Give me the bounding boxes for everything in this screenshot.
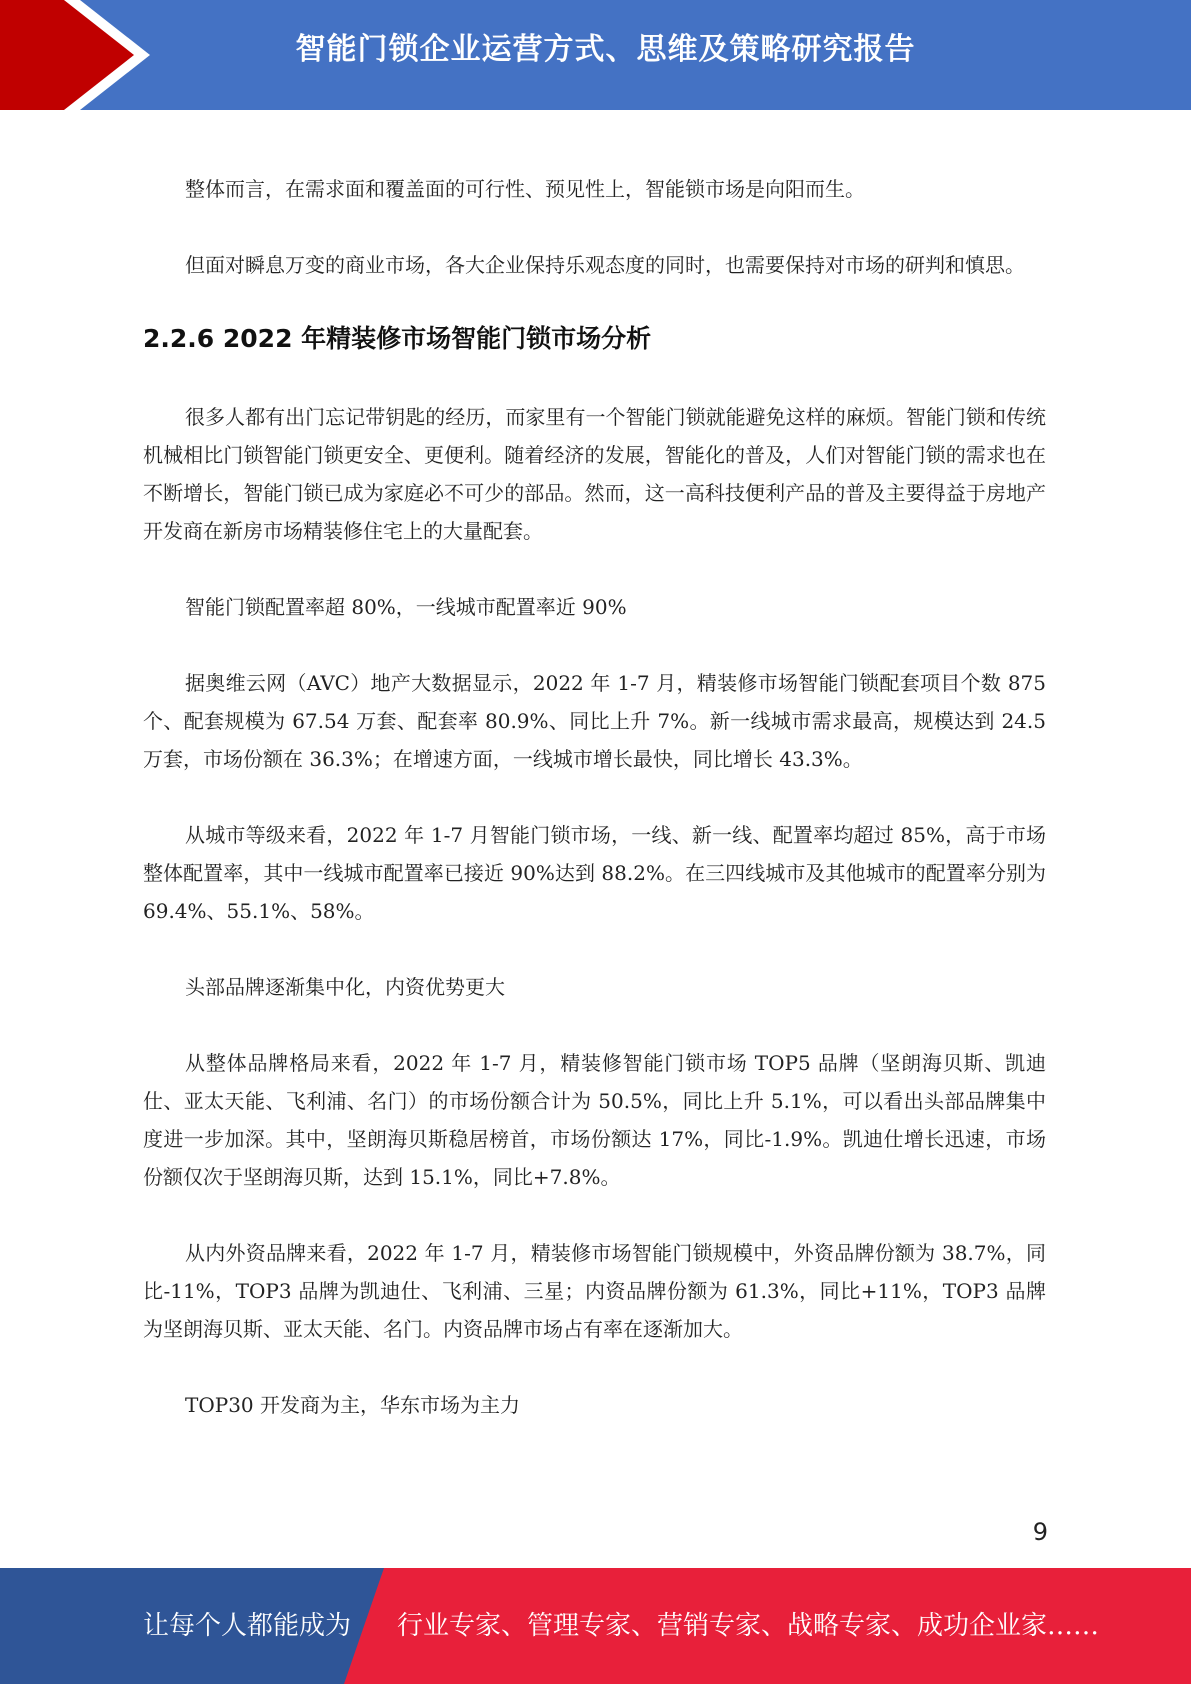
paragraph: 从整体品牌格局来看，2022 年 1-7 月，精装修智能门锁市场 TOP5 品牌（坚朗海贝斯、凯迪仕、亚太天能、飞利浦、名门）的市场份额合计为 50.5%，同比上升 5.1%，可以看出头部品牌集中度进一步加深。其中，坚朗海贝斯稳居榜首，市场份额达 17%，同比-1.9%。凯迪仕增长迅速，市场份额仅次于坚朗海贝斯，达到 15.1%，同比+7.8%。 [143,1051,1046,1189]
page-footer [0,1568,1191,1684]
paragraph: 整体而言，在需求面和覆盖面的可行性、预见性上，智能锁市场是向阳而生。 [185,177,865,201]
section-heading: 2.2.6 2022 年精装修市场智能门锁市场分析 [143,324,652,353]
subheading-paragraph: 智能门锁配置率超 80%，一线城市配置率近 90% [185,595,627,619]
page-body [143,170,1046,1424]
footer-slogan-left: 让每个人都能成为 [143,1611,352,1641]
paragraph: 从城市等级来看，2022 年 1-7 月智能门锁市场，一线、新一线、配置率均超过 85%，高于市场整体配置率，其中一线城市配置率已接近 90%达到 88.2%。在三四线城市及其他城市的配置率分别为 69.4%、55.1%、58%。 [143,823,1046,923]
header-chevron-decoration [0,0,170,110]
footer-slogan-right: 行业专家、管理专家、营销专家、战略专家、成功企业家…… [397,1611,1100,1641]
subheading-paragraph: TOP30 开发商为主，华东市场为主力 [185,1393,520,1417]
subheading-paragraph: 头部品牌逐渐集中化，内资优势更大 [185,975,505,999]
page-number: 9 [1032,1518,1048,1546]
report-title: 智能门锁企业运营方式、思维及策略研究报告 [295,32,916,67]
paragraph: 从内外资品牌来看，2022 年 1-7 月，精装修市场智能门锁规模中，外资品牌份额为 38.7%，同比-11%，TOP3 品牌为凯迪仕、飞利浦、三星；内资品牌份额为 61.3%，同比+11%，TOP3 品牌为坚朗海贝斯、亚太天能、名门。内资品牌市场占有率在逐渐加大。 [143,1241,1046,1341]
paragraph: 据奥维云网（AVC）地产大数据显示，2022 年 1-7 月，精装修市场智能门锁配套项目个数 875 个、配套规模为 67.54 万套、配套率 80.9%、同比上升 7%。新一线城市需求最高，规模达到 24.5 万套，市场份额在 36.3%；在增速方面，一线城市增长最快，同比增长 43.3%。 [143,671,1046,771]
page-header [0,0,1191,110]
paragraph: 很多人都有出门忘记带钥匙的经历，而家里有一个智能门锁就能避免这样的麻烦。智能门锁和传统机械相比门锁智能门锁更安全、更便利。随着经济的发展，智能化的普及，人们对智能门锁的需求也在不断增长，智能门锁已成为家庭必不可少的部品。然而，这一高科技便利产品的普及主要得益于房地产开发商在新房市场精装修住宅上的大量配套。 [143,405,1046,543]
paragraph: 但面对瞬息万变的商业市场，各大企业保持乐观态度的同时，也需要保持对市场的研判和慎思。 [185,253,1025,277]
